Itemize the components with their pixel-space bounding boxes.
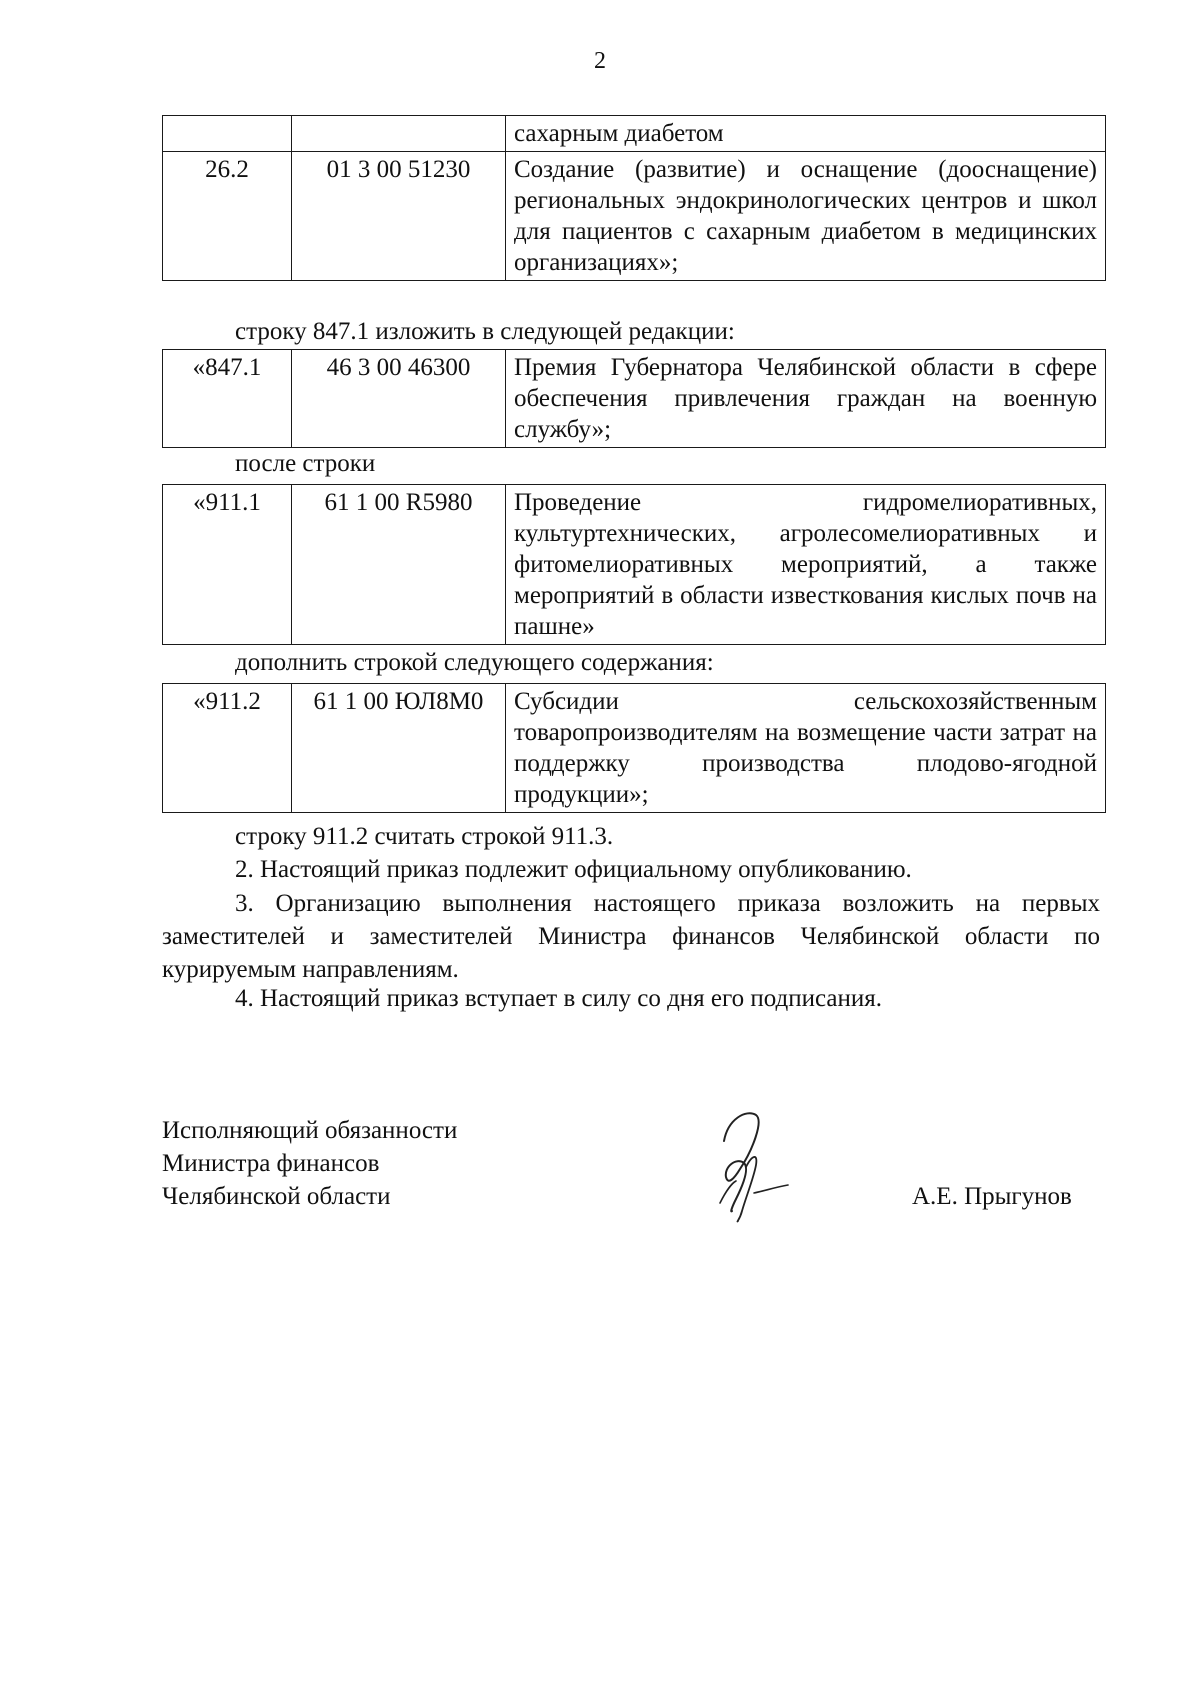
row-code: 61 1 00 R5980	[324, 489, 473, 516]
signatory-line: Челябинской области	[162, 1183, 391, 1210]
paragraph-4: 4. Настоящий приказ вступает в силу со дня его подписания.	[235, 985, 883, 1012]
table-row	[163, 485, 1106, 645]
table-row	[163, 684, 1106, 813]
signatory-title	[162, 1114, 457, 1213]
row-number: «847.1	[192, 354, 262, 381]
row-code: 01 3 00 51230	[326, 156, 471, 183]
row-code: 46 3 00 46300	[326, 354, 471, 381]
handwritten-signature	[706, 1107, 792, 1225]
row-code	[292, 116, 505, 120]
row-description: Создание (развитие) и оснащение (дооснащение) региональных эндокринологических центров и школ для пациентов с сахарным диабетом в медицинских организациях»;	[514, 156, 1097, 276]
row-number: «911.1	[193, 489, 261, 516]
row-description: сахарным диабетом	[514, 120, 724, 147]
paragraph-2: 2. Настоящий приказ подлежит официальному опубликованию.	[235, 856, 912, 883]
signatory-line: Исполняющий обязанности	[162, 1117, 458, 1144]
row-number: 26.2	[205, 156, 249, 183]
table-row-911-1	[162, 484, 1106, 645]
instruction-line: после строки	[235, 450, 376, 477]
row-description: Субсидии сельскохозяйственным товаропроизводителям на возмещение части затрат на поддержку производства плодово-ягодной продукции»;	[514, 688, 1097, 808]
signatory-name: А.Е. Прыгунов	[912, 1183, 1072, 1210]
instruction-line: дополнить строкой следующего содержания:	[235, 649, 714, 676]
table-row-911-2	[162, 683, 1106, 813]
row-number	[163, 116, 291, 120]
table-row	[163, 152, 1106, 281]
instruction-line: строку 911.2 считать строкой 911.3.	[235, 823, 614, 850]
instruction-line: строку 847.1 изложить в следующей редакции:	[235, 318, 735, 345]
page-number: 2	[594, 48, 606, 74]
row-description: Премия Губернатора Челябинской области в сфере обеспечения привлечения граждан на военную службу»;	[514, 354, 1097, 443]
row-code: 61 1 00 ЮЛ8М0	[313, 688, 484, 715]
row-number: «911.2	[193, 688, 261, 715]
signatory-line: Министра финансов	[162, 1150, 380, 1177]
paragraph-3: 3. Организацию выполнения настоящего приказа возложить на первых заместителей и заместителей Министра финансов Челябинской области по курируемым направлениям.	[162, 890, 1100, 983]
table-row	[163, 116, 1106, 152]
row-description: Проведение гидромелиоративных, культуртехнических, агролесомелиоративных и фитомелиоративных мероприятий, а также мероприятий в области известкования кислых почв на пашне»	[514, 489, 1097, 640]
table-row	[163, 350, 1106, 448]
table-continuation	[162, 115, 1106, 281]
table-row-847	[162, 349, 1106, 448]
